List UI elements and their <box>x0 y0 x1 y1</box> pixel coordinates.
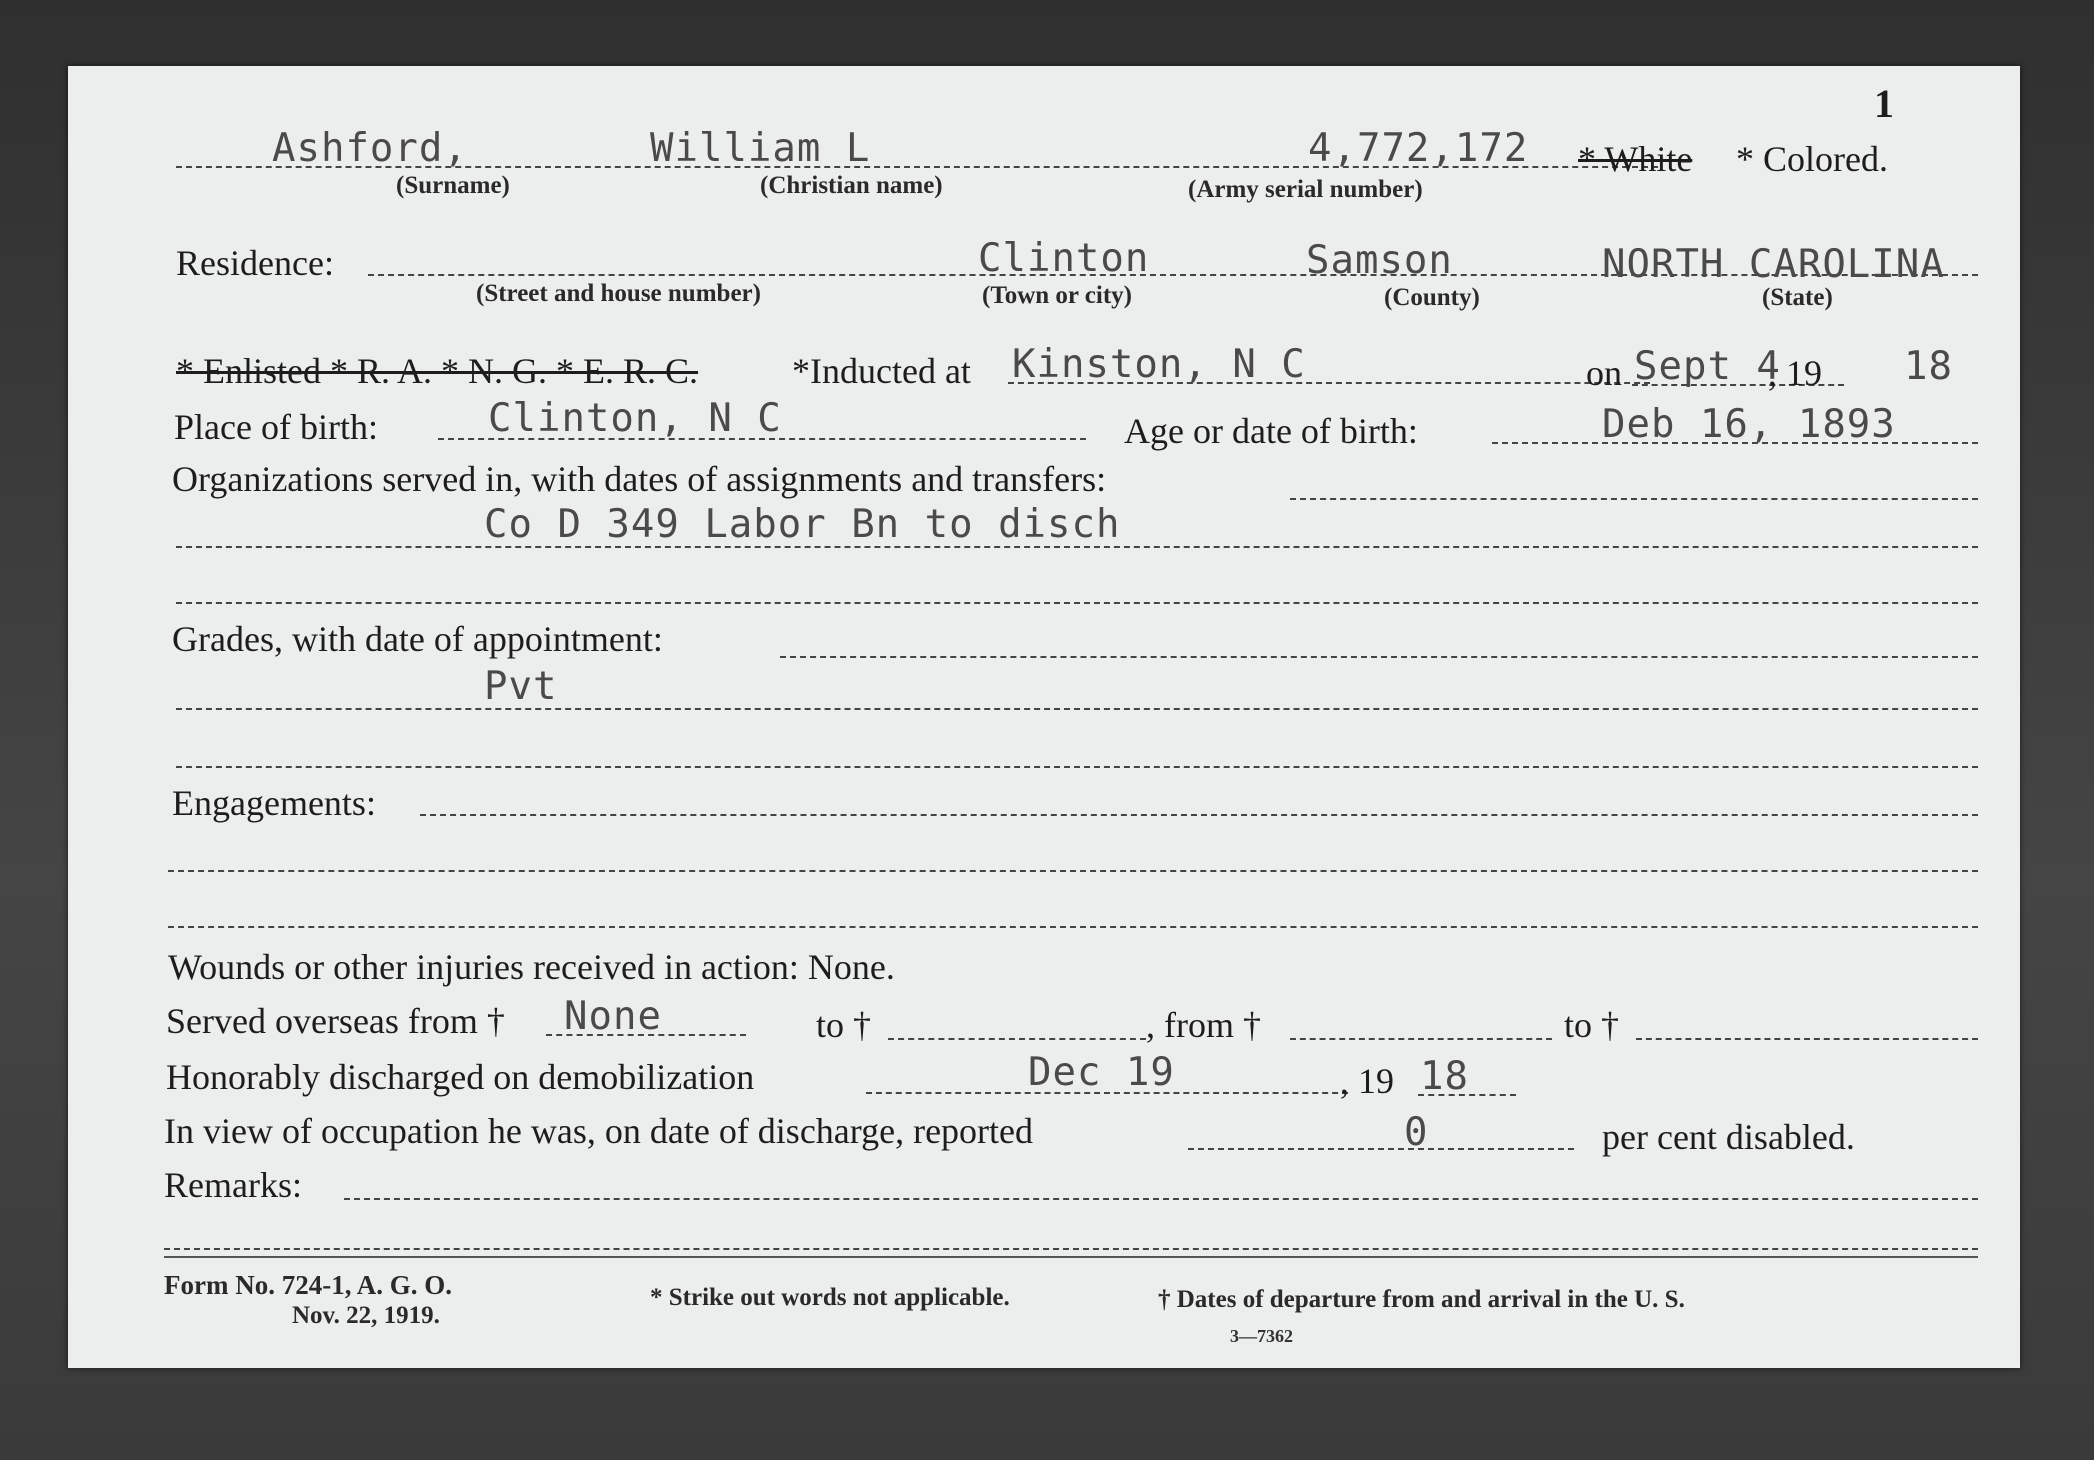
town-value: Clinton <box>978 236 1150 281</box>
birth-date-label: Age or date of birth: <box>1124 411 1418 451</box>
disability-label: In view of occupation he was, on date of discharge, reported <box>164 1111 1034 1151</box>
draft-record-card <box>68 66 2020 1368</box>
engagements-label: Engagements: <box>172 783 376 823</box>
residence-label: Residence: <box>176 243 334 283</box>
organizations-value: Co D 349 Labor Bn to disch <box>484 502 1121 547</box>
colored-option: * Colored. <box>1736 139 1888 179</box>
organizations-line-3 <box>176 602 1978 604</box>
state-caption: (State) <box>1762 284 1833 311</box>
inducted-place-value: Kinston, N C <box>1012 342 1306 387</box>
discharge-date-value: Dec 19 <box>1028 1050 1175 1095</box>
organizations-label: Organizations served in, with dates of assignments and transfers: <box>172 459 1107 499</box>
christian-name-value: William L <box>650 126 871 171</box>
overseas-from2-label: , from † <box>1146 1005 1261 1045</box>
remarks-line-2 <box>164 1248 1978 1250</box>
inducted-label: *Inducted at <box>792 351 971 391</box>
birth-place-label: Place of birth: <box>174 407 378 447</box>
serial-caption: (Army serial number) <box>1188 176 1423 203</box>
engagements-line-3 <box>168 926 1978 928</box>
form-date: Nov. 22, 1919. <box>292 1302 440 1329</box>
overseas-from2-line <box>1290 1038 1552 1040</box>
county-value: Samson <box>1306 238 1453 283</box>
town-caption: (Town or city) <box>982 282 1132 309</box>
inducted-year-prefix: , 19 <box>1768 353 1822 393</box>
dates-note: † Dates of departure from and arrival in the U. S. <box>1158 1286 1685 1313</box>
christian-name-caption: (Christian name) <box>760 172 943 199</box>
birth-place-value: Clinton, N C <box>488 396 782 441</box>
overseas-from-label: Served overseas from † <box>166 1001 505 1041</box>
grades-value: Pvt <box>484 664 558 709</box>
remarks-line-1 <box>344 1198 1978 1200</box>
organizations-line-1 <box>1290 498 1978 500</box>
overseas-to2-line <box>1636 1038 1978 1040</box>
surname-value: Ashford, <box>272 126 468 171</box>
disability-suffix: per cent disabled. <box>1602 1117 1855 1157</box>
surname-caption: (Surname) <box>396 172 510 199</box>
discharge-label: Honorably discharged on demobilization <box>166 1057 755 1097</box>
grades-label: Grades, with date of appointment: <box>172 619 663 659</box>
grades-line-1 <box>780 656 1978 658</box>
strike-out-note: * Strike out words not applicable. <box>650 1284 1010 1311</box>
disability-line <box>1188 1148 1574 1150</box>
grades-line-2 <box>176 708 1978 710</box>
inducted-on-label: on <box>1586 353 1622 393</box>
discharge-year-value: 18 <box>1420 1054 1469 1099</box>
overseas-to-label: to † <box>816 1005 872 1045</box>
white-option: * White <box>1578 139 1693 179</box>
state-value: NORTH CAROLINA <box>1602 242 1945 287</box>
engagements-line-2 <box>168 870 1978 872</box>
overseas-to-line <box>888 1038 1146 1040</box>
engagements-line-1 <box>420 814 1978 816</box>
inducted-year-value: 18 <box>1904 344 1953 389</box>
grades-line-3 <box>176 766 1978 768</box>
street-caption: (Street and house number) <box>476 280 761 307</box>
inducted-date-value: Sept 4 <box>1634 344 1781 389</box>
serial-number-value: 4,772,172 <box>1308 126 1529 171</box>
overseas-from-value: None <box>564 994 662 1039</box>
enlistment-options-struck: * Enlisted * R. A. * N. G. * E. R. C. <box>176 351 699 391</box>
county-caption: (County) <box>1384 284 1480 311</box>
footer-rule <box>164 1256 1978 1258</box>
discharge-year-prefix: , 19 <box>1340 1061 1394 1101</box>
print-code: 3—7362 <box>1230 1326 1293 1346</box>
remarks-label: Remarks: <box>164 1165 302 1205</box>
form-number: Form No. 724-1, A. G. O. <box>164 1270 452 1300</box>
overseas-to2-label: to † <box>1564 1005 1620 1045</box>
card-number: 1 <box>1874 81 1894 126</box>
disability-value: 0 <box>1404 1110 1429 1155</box>
wounds-text: Wounds or other injuries received in action: None. <box>168 947 895 987</box>
birth-date-value: Deb 16, 1893 <box>1602 402 1896 447</box>
